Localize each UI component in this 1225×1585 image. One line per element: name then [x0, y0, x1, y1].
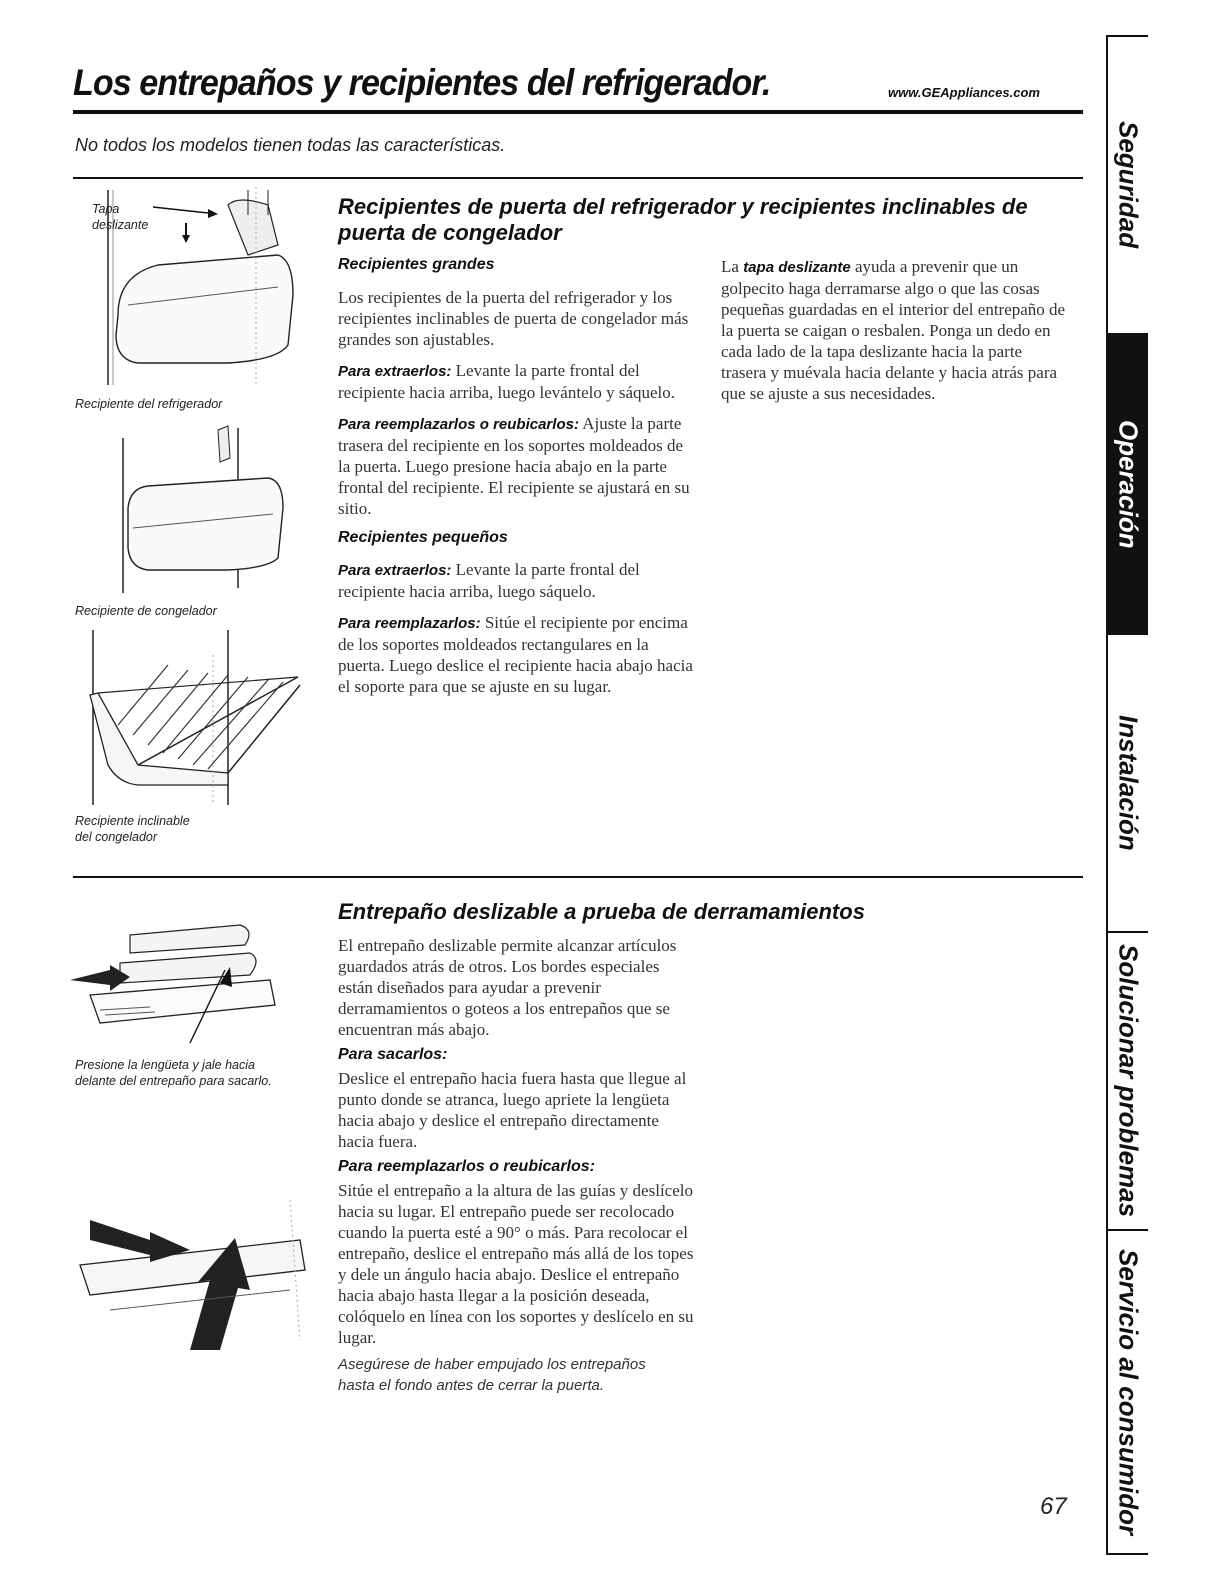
website-url[interactable]: www.GEAppliances.com — [888, 85, 1040, 100]
side-tab-bar — [1106, 35, 1148, 1555]
slide-lid-text: ayuda a prevenir que un golpecito haga derramarse algo o que las cosas pequeñas guardadas en el interior del entrepaño de la puerta se caigan o resbalen. Ponga un dedo en cada lado de la tapa deslizante hacia la parte trasera y muévala hacia delante y hacia atrás para que se ajuste a sus necesidades. — [721, 257, 1066, 403]
caption-sliding-shelf: Presione la lengüeta y jale hacia delante del entrepaño para sacarlo. — [75, 1058, 272, 1088]
tab-solucionar-label: Solucionar problemas — [1113, 944, 1144, 1218]
large-bins-heading: Recipientes grandes — [338, 256, 495, 273]
slide-lid-lead: tapa deslizante — [743, 259, 851, 276]
large-replace-text: Ajuste la parte trasera del recipiente en los soportes moldeados de la puerta. Luego presione hacia abajo en la parte frontal del recipiente. El recipiente se ajustará en su sitio. — [338, 414, 690, 518]
reposition-shelf-illustration — [70, 1200, 320, 1360]
title-rule — [73, 110, 1083, 114]
large-remove-paragraph — [338, 360, 698, 403]
section-divider-2 — [73, 876, 1083, 878]
sliding-replace-heading: Para reemplazarlos o reubicarlos: — [338, 1158, 595, 1175]
slide-lid-pre: La — [721, 257, 739, 276]
lid-label-2: deslizante — [92, 218, 149, 232]
tilt-bin-illustration — [78, 625, 318, 810]
small-remove-paragraph — [338, 559, 698, 602]
section1-column-1 — [338, 256, 698, 697]
large-remove-lead: Para extraerlos: — [338, 363, 452, 380]
page-title: Los entrepaños y recipientes del refrigerador. — [73, 62, 771, 103]
caption-fridge-bin: Recipiente del refrigerador — [75, 397, 223, 411]
sliding-replace-text: Sitúe el entrepaño a la altura de las guías y deslícelo hacia su lugar. El entrepaño puede ser recolocado cuando la puerta esté a 90° o más. Para recolocar el entrepaño, deslice el entrepaño más allá de los topes y dele un ángulo hacia abajo. Deslice el entrepaño hacia abajo hasta llegar a la posición deseada, colóquelo en línea con los soportes y deslícelo en su lugar. — [338, 1181, 694, 1347]
sliding-remove-text: Deslice el entrepaño hacia fuera hasta que llegue al punto donde se atranca, luego apriete la lengüeta hacia abajo y deslice el entrepaño directamente hacia fuera. — [338, 1069, 687, 1151]
tab-operacion[interactable] — [1108, 335, 1148, 635]
section1-heading: Recipientes de puerta del refrigerador y recipientes inclinables de puerta de congelador — [338, 194, 1028, 245]
tab-solucionar-problemas[interactable] — [1108, 933, 1148, 1231]
caption-tilt-bin-2: del congelador — [75, 830, 158, 844]
caption-freezer-bin: Recipiente de congelador — [75, 604, 217, 618]
large-replace-paragraph — [338, 413, 698, 519]
small-replace-text: Sitúe el recipiente por encima de los soportes moldeados rectangulares en la puerta. Luego deslice el recipiente hacia abajo hacia el soporte para que se ajuste en su lugar. — [338, 613, 693, 696]
section2-column — [338, 935, 698, 1396]
small-replace-lead: Para reemplazarlos: — [338, 615, 481, 632]
large-replace-lead: Para reemplazarlos o reubicarlos: — [338, 416, 579, 433]
tab-instalacion[interactable] — [1108, 635, 1148, 933]
tab-instalacion-label: Instalación — [1113, 715, 1144, 851]
tab-servicio-label: Servicio al consumidor — [1113, 1248, 1144, 1536]
page-subtitle: No todos los modelos tienen todas las características. — [75, 135, 506, 155]
tab-seguridad[interactable] — [1108, 37, 1148, 335]
section1-column-2 — [721, 256, 1071, 404]
small-replace-paragraph — [338, 612, 698, 697]
section2-heading: Entrepaño deslizable a prueba de derramamientos — [338, 899, 865, 924]
section-divider-1 — [73, 177, 1083, 179]
large-bins-intro: Los recipientes de la puerta del refrigerador y los recipientes inclinables de puerta de congelador más grandes son ajustables. — [338, 288, 689, 349]
large-remove-text: Levante la parte frontal del recipiente hacia arriba, luego levántelo y sáquelo. — [338, 361, 676, 402]
sliding-shelf-illustration — [70, 895, 320, 1045]
sliding-shelf-intro: El entrepaño deslizable permite alcanzar artículos guardados atrás de otros. Los bordes especiales están diseñados para ayudar a prevenir derramamientos o goteos a los entrepaños que se encuentran más abajo. — [338, 936, 677, 1039]
slide-lid-paragraph — [721, 256, 1071, 404]
page-number: 67 — [1040, 1493, 1067, 1520]
tab-seguridad-label: Seguridad — [1113, 121, 1144, 249]
small-remove-lead: Para extraerlos: — [338, 562, 452, 579]
tab-servicio-consumidor[interactable] — [1108, 1231, 1148, 1553]
small-remove-text: Levante la parte frontal del recipiente hacia arriba, luego sáquelo. — [338, 560, 640, 601]
caption-tilt-bin-1: Recipiente inclinable — [75, 814, 190, 828]
tab-operacion-label: Operación — [1113, 419, 1144, 549]
sliding-remove-heading: Para sacarlos: — [338, 1046, 448, 1063]
sliding-shelf-note: Asegúrese de haber empujado los entrepaños hasta el fondo antes de cerrar la puerta. — [338, 1356, 646, 1394]
freezer-bin-illustration — [78, 418, 318, 600]
small-bins-heading: Recipientes pequeños — [338, 529, 508, 546]
lid-label-1: Tapa — [92, 202, 120, 216]
